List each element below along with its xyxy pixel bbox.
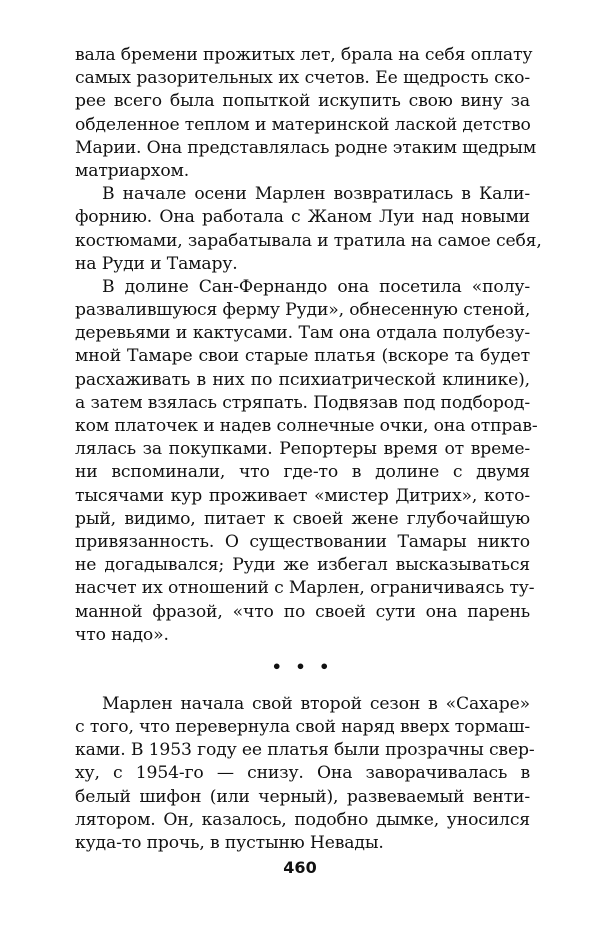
text-line: куда-то прочь, в пустыню Невады. — [75, 833, 384, 853]
text-line: В начале осени Марлен возвратилась в Кали- — [102, 184, 530, 205]
text-line: костюмами, зарабатывала и тратила на самое себя, — [75, 230, 542, 251]
text-line: матриархом. — [75, 160, 190, 181]
text-line: на Руди и Тамару. — [75, 253, 238, 274]
text-line: вала бремени прожитых лет, брала на себя оплату — [75, 45, 533, 65]
text-line: форнию. Она работала с Жаном Луи над новыми — [75, 207, 530, 228]
text-line: обделенное теплом и материнской лаской детство — [75, 114, 531, 135]
text-line: ни вспоминали, что где-то в долине с двумя — [75, 462, 530, 483]
text-line: тысячами кур проживает «мистер Дитрих», кото- — [75, 485, 530, 506]
text-line: деревьями и кактусами. Там она отдала полубезу- — [75, 323, 530, 344]
text-line: лятором. Он, казалось, подобно дымке, уносился — [75, 809, 530, 830]
text-line: самых разорительных их счетов. Ее щедрость ско- — [75, 68, 530, 89]
text-line: ками. В 1953 году ее платья были прозрачны свер- — [75, 740, 535, 761]
text-line: Марии. Она представлялась родне этаким щедрым — [75, 137, 537, 158]
text-line: ком платочек и надев солнечные очки, она отправ- — [75, 416, 538, 436]
book-page-body — [75, 44, 542, 855]
text-line: с того, что перевернула свой наряд вверх тормаш- — [75, 717, 530, 738]
text-line: что надо». — [75, 624, 169, 645]
text-line: мной Тамаре свои старые платья (вскоре та будет — [75, 346, 530, 367]
text-line: В долине Сан-Фернандо она посетила «полу- — [102, 276, 530, 297]
text-line: рый, видимо, питает к своей жене глубочайшую — [75, 508, 530, 529]
text-line: белый шифон (или черный), развеваемый венти- — [75, 786, 530, 807]
text-line: манной фразой, «что по своей сути она парень — [75, 601, 530, 622]
paragraph — [75, 693, 535, 855]
text-line: а затем взялась стряпать. Подвязав под подбород- — [75, 392, 530, 413]
text-line: рее всего была попыткой искупить свою вину за — [75, 91, 530, 112]
text-line: привязанность. О существовании Тамары никто — [75, 531, 530, 552]
text-line: не догадывался; Руди же избегал высказываться — [75, 555, 530, 576]
text-line: Марлен начала свой второй сезон в «Сахаре» — [102, 693, 530, 714]
text-line: развалившуюся ферму Руди», обнесенную стеной, — [75, 300, 531, 321]
text-line: лялась за покупками. Репортеры время от време- — [75, 439, 530, 460]
page-number: 460 — [283, 858, 317, 877]
text-line: ху, с 1954-го — снизу. Она заворачивалась в — [75, 763, 530, 784]
paragraph — [75, 183, 542, 276]
text-line: насчет их отношений с Марлен, ограничиваясь ту- — [75, 578, 535, 599]
text-line: расхаживать в них по психиатрической клинике), — [75, 369, 530, 390]
paragraph — [75, 276, 538, 647]
section-separator: • • • — [271, 656, 334, 676]
paragraph — [75, 44, 537, 183]
